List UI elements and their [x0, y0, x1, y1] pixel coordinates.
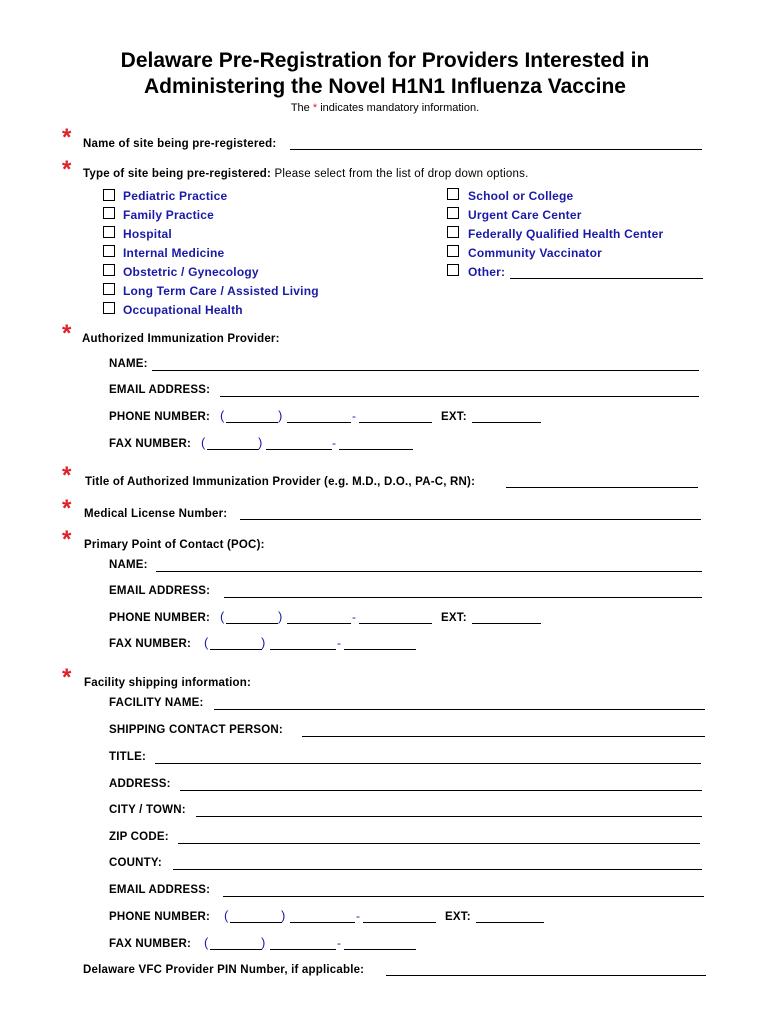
paren-close: )	[281, 908, 286, 923]
site-type-instruction: Please select from the list of drop down options.	[274, 168, 529, 180]
other-field[interactable]	[510, 266, 703, 279]
license-label: Medical License Number:	[84, 508, 228, 520]
aip-ext-label: EXT:	[441, 411, 467, 423]
title-line-1: Delaware Pre-Registration for Providers Interested in	[120, 49, 650, 72]
option-label: Urgent Care Center	[468, 208, 582, 222]
option-label: Federally Qualified Health Center	[468, 227, 664, 241]
poc-phone-line-field[interactable]	[359, 611, 432, 624]
facility-name-label: FACILITY NAME:	[109, 697, 204, 709]
site-type-label	[83, 168, 528, 180]
county-label: COUNTY:	[109, 857, 162, 869]
aip-title-label: Title of Authorized Immunization Provider (e.g. M.D., D.O., PA-C, RN):	[85, 476, 476, 488]
paren-open: (	[224, 908, 229, 923]
poc-email-field[interactable]	[224, 585, 702, 598]
form-title	[0, 48, 770, 100]
shipping-title-label: TITLE:	[109, 751, 146, 763]
poc-ext-field[interactable]	[472, 611, 541, 624]
aip-phone-label: PHONE NUMBER:	[109, 411, 210, 423]
aip-phone-area-field[interactable]	[226, 410, 278, 423]
poc-fax-line-field[interactable]	[344, 637, 416, 650]
mandatory-note	[0, 102, 770, 114]
paren-open: (	[220, 408, 225, 423]
aip-fax-prefix-field[interactable]	[266, 437, 332, 450]
shipping-title-field[interactable]	[155, 751, 701, 764]
site-name-label: Name of site being pre-registered:	[83, 138, 277, 150]
paren-close: )	[258, 435, 263, 450]
aip-email-label: EMAIL ADDRESS:	[109, 384, 211, 396]
aip-name-field[interactable]	[152, 358, 699, 371]
shipping-phone-label: PHONE NUMBER:	[109, 911, 210, 923]
checkbox-occupational-health[interactable]	[103, 302, 115, 314]
poc-name-label: NAME:	[109, 559, 148, 571]
shipping-ext-field[interactable]	[476, 910, 544, 923]
site-name-field[interactable]	[290, 137, 702, 150]
dash: -	[352, 409, 356, 423]
option-label: School or College	[468, 189, 574, 203]
note-prefix: The	[290, 102, 310, 114]
required-star: *	[62, 462, 72, 489]
aip-phone-prefix-field[interactable]	[287, 410, 351, 423]
shipping-label: Facility shipping information:	[84, 677, 251, 689]
option-label: Obstetric / Gynecology	[123, 265, 259, 279]
zip-field[interactable]	[178, 831, 700, 844]
option-label: Community Vaccinator	[468, 246, 603, 260]
dash: -	[356, 909, 360, 923]
dash: -	[352, 610, 356, 624]
required-star: *	[62, 320, 72, 347]
poc-name-field[interactable]	[156, 559, 702, 572]
paren-close: )	[278, 609, 283, 624]
shipping-phone-line-field[interactable]	[363, 910, 436, 923]
option-label: Pediatric Practice	[123, 189, 228, 203]
aip-email-field[interactable]	[220, 384, 699, 397]
shipping-ext-label: EXT:	[445, 911, 471, 923]
poc-phone-label: PHONE NUMBER:	[109, 612, 210, 624]
option-label: Other:	[468, 265, 506, 279]
paren-close: )	[278, 408, 283, 423]
shipping-contact-field[interactable]	[302, 724, 705, 737]
dash: -	[332, 436, 336, 450]
dash: -	[337, 636, 341, 650]
note-star: *	[312, 102, 318, 114]
shipping-phone-prefix-field[interactable]	[290, 910, 355, 923]
title-line-2: Administering the Novel H1N1 Influenza Vaccine	[144, 75, 626, 98]
checkbox-community-vaccinator[interactable]	[447, 245, 459, 257]
site-type-label-text: Type of site being pre-registered:	[83, 168, 272, 180]
checkbox-family-practice[interactable]	[103, 207, 115, 219]
checkbox-long-term-care[interactable]	[103, 283, 115, 295]
checkbox-hospital[interactable]	[103, 226, 115, 238]
required-star: *	[62, 664, 72, 691]
required-star: *	[62, 495, 72, 522]
shipping-email-label: EMAIL ADDRESS:	[109, 884, 211, 896]
shipping-fax-prefix-field[interactable]	[270, 937, 336, 950]
zip-label: ZIP CODE:	[109, 831, 169, 843]
shipping-fax-area-field[interactable]	[210, 937, 262, 950]
facility-name-field[interactable]	[214, 697, 705, 710]
shipping-fax-label: FAX NUMBER:	[109, 938, 192, 950]
paren-open: (	[204, 935, 209, 950]
option-label: Hospital	[123, 227, 172, 241]
city-label: CITY / TOWN:	[109, 804, 186, 816]
vfc-pin-label: Delaware VFC Provider PIN Number, if applicable:	[83, 964, 365, 976]
required-star: *	[62, 156, 72, 183]
aip-fax-line-field[interactable]	[339, 437, 413, 450]
checkbox-school-or-college[interactable]	[447, 188, 459, 200]
poc-label: Primary Point of Contact (POC):	[84, 539, 265, 551]
checkbox-urgent-care-center[interactable]	[447, 207, 459, 219]
county-field[interactable]	[173, 857, 702, 870]
address-label: ADDRESS:	[109, 778, 171, 790]
shipping-contact-label: SHIPPING CONTACT PERSON:	[109, 724, 283, 736]
aip-label: Authorized Immunization Provider:	[82, 333, 280, 345]
required-star: *	[62, 526, 72, 553]
poc-phone-area-field[interactable]	[226, 611, 278, 624]
poc-fax-prefix-field[interactable]	[270, 637, 336, 650]
aip-fax-label: FAX NUMBER:	[109, 438, 192, 450]
option-label: Family Practice	[123, 208, 215, 222]
shipping-phone-area-field[interactable]	[230, 910, 282, 923]
address-field[interactable]	[180, 778, 702, 791]
option-label: Occupational Health	[123, 303, 243, 317]
paren-open: (	[201, 435, 206, 450]
poc-ext-label: EXT:	[441, 612, 467, 624]
aip-fax-area-field[interactable]	[207, 437, 259, 450]
aip-ext-field[interactable]	[472, 410, 541, 423]
paren-open: (	[204, 635, 209, 650]
poc-email-label: EMAIL ADDRESS:	[109, 585, 211, 597]
paren-close: )	[261, 635, 266, 650]
dash: -	[337, 936, 341, 950]
required-star: *	[62, 124, 72, 151]
checkbox-other[interactable]	[447, 264, 459, 276]
poc-phone-prefix-field[interactable]	[287, 611, 351, 624]
shipping-email-field[interactable]	[223, 884, 704, 897]
aip-title-field[interactable]	[506, 475, 698, 488]
checkbox-fqhc[interactable]	[447, 226, 459, 238]
option-label: Long Term Care / Assisted Living	[123, 284, 319, 298]
poc-fax-area-field[interactable]	[210, 637, 262, 650]
license-field[interactable]	[240, 507, 701, 520]
city-field[interactable]	[196, 804, 702, 817]
checkbox-obstetric-gynecology[interactable]	[103, 264, 115, 276]
note-suffix: indicates mandatory information.	[320, 102, 480, 114]
aip-name-label: NAME:	[109, 358, 148, 370]
paren-open: (	[220, 609, 225, 624]
shipping-fax-line-field[interactable]	[344, 937, 416, 950]
poc-fax-label: FAX NUMBER:	[109, 638, 192, 650]
vfc-pin-field[interactable]	[386, 963, 706, 976]
paren-close: )	[261, 935, 266, 950]
option-label: Internal Medicine	[123, 246, 225, 260]
aip-phone-line-field[interactable]	[359, 410, 432, 423]
checkbox-pediatric-practice[interactable]	[103, 189, 115, 201]
checkbox-internal-medicine[interactable]	[103, 245, 115, 257]
